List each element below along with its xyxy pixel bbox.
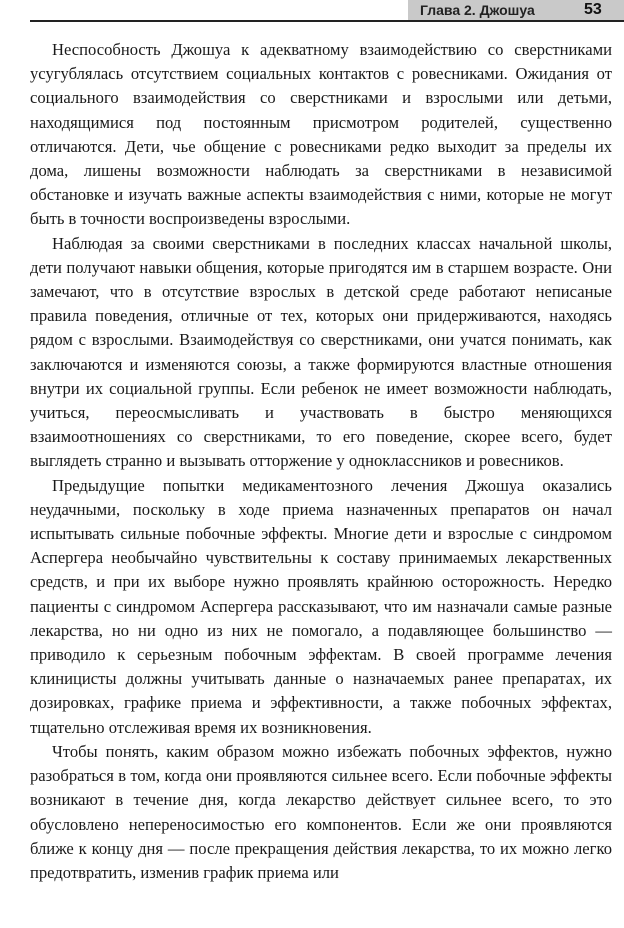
running-header: [0, 0, 624, 26]
page-number: 53: [584, 1, 602, 18]
header-rule: [30, 20, 624, 22]
paragraph-4: Чтобы понять, каким образом можно избежать побочных эффектов, нужно разобраться в том, когда они проявляются сильнее всего. Если побочные эффекты возникают в течение дня, когда лекарство действует сильнее всего, то это обусловлено непереносимостью его компонентов. Если же они проявляются ближе к концу дня — после прекращения действия лекарства, то их можно легко предотвратить, изменив график приема или: [30, 741, 612, 882]
paragraph-1: Неспособность Джошуа к адекватному взаимодействию со сверстниками усугублялась отсутствием социальных контактов с ровесниками. Ожидания от социального взаимодействия со сверстниками и взрослыми или детьми, находящимися под постоянным присмотром родителей, существенно отличаются. Дети, чье общение с ровесниками редко выходит за пределы их дома, лишены возможности наблюдать за сверстниками в независимой обстановке и изучать важные аспекты взаимодействия с ними, которые не могут быть в точности воспроизведены взрослыми.: [30, 40, 612, 229]
page-body: [30, 38, 612, 885]
paragraph-2: Наблюдая за своими сверстниками в последних классах начальной школы, дети получают навыки общения, которые пригодятся им в старшем возрасте. Они замечают, что в отсутствие взрослых в детской среде работают неписаные правила поведения, отличные от тех, которых они придерживаются, находясь рядом с взрослыми. Взаимодействуя со сверстниками, они учатся понимать, как заключаются и изменяются союзы, а также формируются властные отношения внутри их социальной группы. Если ребенок не имеет возможности наблюдать, учиться, переосмысливать и участвовать в быстро меняющихся взаимоотношениях со сверстниками, то его поведение, скорее всего, будет выглядеть странно и вызывать отторжение у одноклассников и ровесников.: [30, 233, 612, 471]
paragraph-3: Предыдущие попытки медикаментозного лечения Джошуа оказались неудачными, поскольку в ходе приема назначенных препаратов он начал испытывать сильные побочные эффекты. Многие дети и взрослые с синдромом Аспергера необычайно чувствительны к составу принимаемых лекарственных средств, и при их выборе нужно проявлять крайнюю осторожность. Нередко пациенты с синдромом Аспергера рассказывают, что им назначали самые разные лекарства, но ни одно из них не помогало, а подавляющее большинство — приводило к серьезным побочным эффектам. В своей программе лечения клиницисты должны учитывать данные о назначаемых ранее препаратах, их дозировках, графике приема и эффективности, а также побочных эффектах, тщательно отслеживая время их возникновения.: [30, 475, 612, 737]
chapter-title: Глава 2. Джошуа: [420, 2, 535, 18]
